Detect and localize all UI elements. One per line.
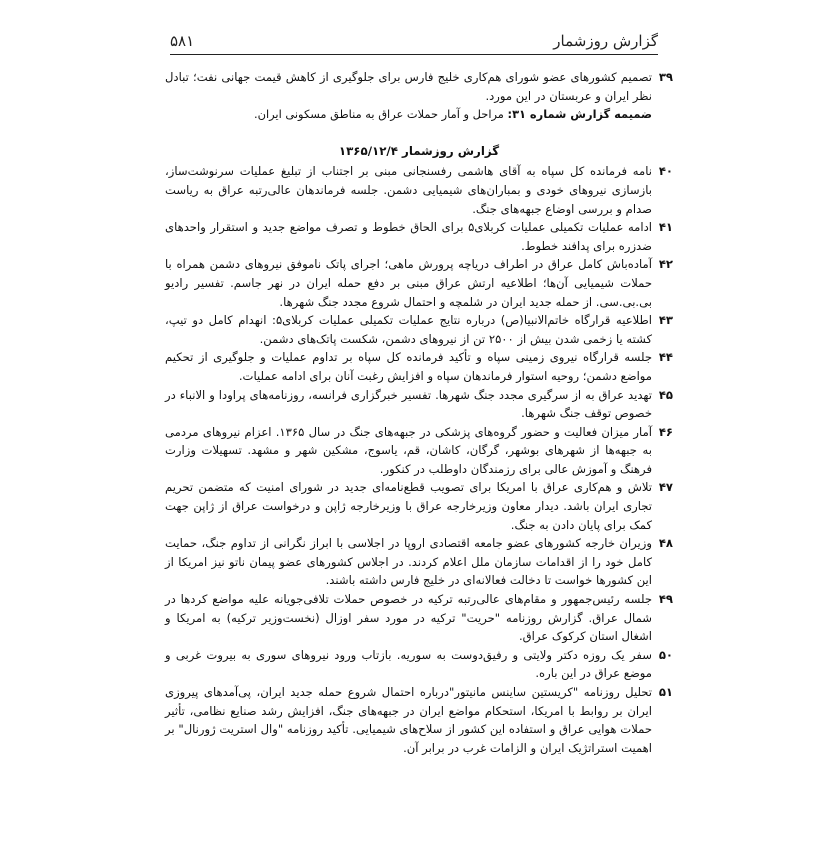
item-number: ۵۰ xyxy=(658,647,673,662)
list-item xyxy=(165,348,673,385)
list-item xyxy=(165,534,673,590)
page-body xyxy=(165,68,673,757)
item-number: ۴۸ xyxy=(658,536,673,551)
item-number: ۴۹ xyxy=(658,592,673,607)
item-text: آمار میزان فعالیت و حضور گروه‌های پزشکی در جبهه‌های جنگ در سال ۱۳۶۵. اعزام نیروهای مردمی به جبهه‌ها از شهرهای بوشهر، گرگان، کاشان، قم، یاسوج، مشکین شهر و مشهد. تسهیلات وزارت فرهنگ و آموزش عالی برای رزمندگان داوطلب در کنکور. xyxy=(165,424,652,476)
item-text: جلسه رئیس‌جمهور و مقام‌های عالی‌رتبه ترکیه در خصوص حملات تلافی‌جویانه علیه مواضع کردها در شمال عراق. گزارش روزنامه "حریت" ترکیه در مورد سفر اوزال (نخست‌وزیر ترکیه) به امریکا و اشغال استان کرکوک عراق. xyxy=(165,592,652,644)
item-number: ۴۴ xyxy=(658,350,673,365)
section-title: گزارش روزشمار ۱۳۶۵/۱۲/۴ xyxy=(338,143,500,158)
list-item xyxy=(165,683,673,757)
item-text: تلاش و هم‌کاری عراق با امریکا برای تصویب قطع‌نامه‌ای جدید در شورای امنیت که متضمن تحریم تجاری ایران باشد. دیدار معاون وزیرخارجه عراق با وزیرخارجه ژاپن و درخواست عراق از ژاپن جهت کمک برای پایان دادن به جنگ. xyxy=(165,480,652,532)
running-header xyxy=(170,32,658,55)
list-item xyxy=(165,478,673,534)
item-number: ۴۷ xyxy=(658,480,673,495)
item-number: ۴۰ xyxy=(658,164,673,179)
running-title: گزارش روزشمار xyxy=(553,32,658,50)
list-item xyxy=(165,423,673,479)
item-text: جلسه قرارگاه نیروی زمینی سپاه و تأکید فرمانده کل سپاه بر تداوم عملیات و جلوگیری از تحکیم مواضع دشمن؛ روحیه استوار فرماندهان سپاه و افزایش رغبت آنان برای ادامه عملیات. xyxy=(165,350,652,383)
annex-text: مراحل و آمار حملات عراق به مناطق مسکونی ایران. xyxy=(254,107,508,122)
item-number: ۴۵ xyxy=(658,387,673,402)
item-text: وزیران خارجه کشورهای عضو جامعه اقتصادی اروپا در اجلاسی با ابراز نگرانی از تداوم جنگ، حمایت کامل خود را از اقدامات سازمان ملل اعلام کردند. در اجلاس کشورهای عضو پیمان ناتو نیز امریکا از این کشورها خواست تا دخالت فعالانه‌ای در خلیج فارس داشته باشند. xyxy=(165,536,652,588)
list-item xyxy=(165,590,673,646)
item-text: تحلیل روزنامه "کریستین ساینس مانیتور"درباره احتمال شروع حمله جدید ایران، پی‌آمدهای پیروزی ایران بر روابط با امریکا، استحکام مواضع ایران در جبهه‌های جنگ، افزایش رشد صنایع نظامی، تأثیر حملات هوایی عراق و استفاده این کشور از سلاح‌های شیمیایی. تأکید روزنامه "وال استریت ژورنال" بر اهمیت استراتژیک ایران و الزامات غرب در برابر آن. xyxy=(165,685,652,755)
item-number: ۴۱ xyxy=(658,220,673,235)
item-number: ۳۹ xyxy=(658,70,673,84)
item-number: ۴۲ xyxy=(658,257,673,272)
list-item xyxy=(165,311,673,348)
item-number: ۴۶ xyxy=(658,424,673,439)
annex-note xyxy=(165,105,673,124)
list-item xyxy=(165,162,673,218)
list-item xyxy=(165,646,673,683)
item-text: آماده‌باش کامل عراق در اطراف دریاچه پرورش ماهی؛ اجرای پاتک ناموفق نیروهای دشمن همراه با حملات شیمیایی آن‌ها؛ اطلاعیه ارتش عراق مبنی بر دفع حمله ایران در نهر جاسم. تفسیر رادیو بی.بی.سی. از حمله جدید ایران در شلمچه و احتمال شروع مجدد جنگ شهرها. xyxy=(165,257,652,309)
list-item xyxy=(165,255,673,311)
item-number: ۵۱ xyxy=(658,685,673,699)
annex-label: ضمیمه گزارش شماره ۳۱: xyxy=(507,107,652,122)
list-item xyxy=(165,386,673,423)
list-item xyxy=(165,68,673,105)
item-text: تصمیم کشورهای عضو شورای هم‌کاری خلیج فارس برای جلوگیری از کاهش قیمت جهانی نفت؛ تبادل نظر ایران و عربستان در این مورد. xyxy=(165,70,652,103)
item-text: اطلاعیه قرارگاه خاتم‌الانبیا(ص) درباره نتایج عملیات تکمیلی عملیات کربلای۵: انهدام کامل دو تیپ، کشته یا زخمی شدن بیش از ۲۵۰۰ تن از نیروهای دشمن، شکست پاتک‌های دشمن. xyxy=(165,313,652,346)
item-text: ادامه عملیات تکمیلی عملیات کربلای۵ برای الحاق خطوط و تصرف مواضع جدید و استقرار واحدهای ضدزره برای پدافند خطوط. xyxy=(165,220,652,253)
list-item xyxy=(165,218,673,255)
item-text: تهدید عراق به از سرگیری مجدد جنگ شهرها. تفسیر خبرگزاری فرانسه، روزنامه‌های پراودا و الانباء در خصوص توقف جنگ شهرها. xyxy=(165,387,652,421)
item-text: سفر یک روزه دکتر ولایتی و رفیق‌دوست به سوریه. بازتاب ورود نیروهای سوری به بیروت غربی و موضع عراق در این باره. xyxy=(165,647,652,681)
page-number: ۵۸۱ xyxy=(170,32,195,50)
item-number: ۴۳ xyxy=(658,313,673,328)
item-text: نامه فرمانده کل سپاه به آقای هاشمی رفسنجانی مبنی بر اجتناب از تبلیغ عملیات سرنوشت‌ساز، بازسازی نیروهای خودی و بمباران‌های شیمیایی دشمن. جلسه فرماندهان عالی‌رتبه عراق به ریاست صدام و بررسی اوضاع جبهه‌های جنگ. xyxy=(165,164,652,216)
